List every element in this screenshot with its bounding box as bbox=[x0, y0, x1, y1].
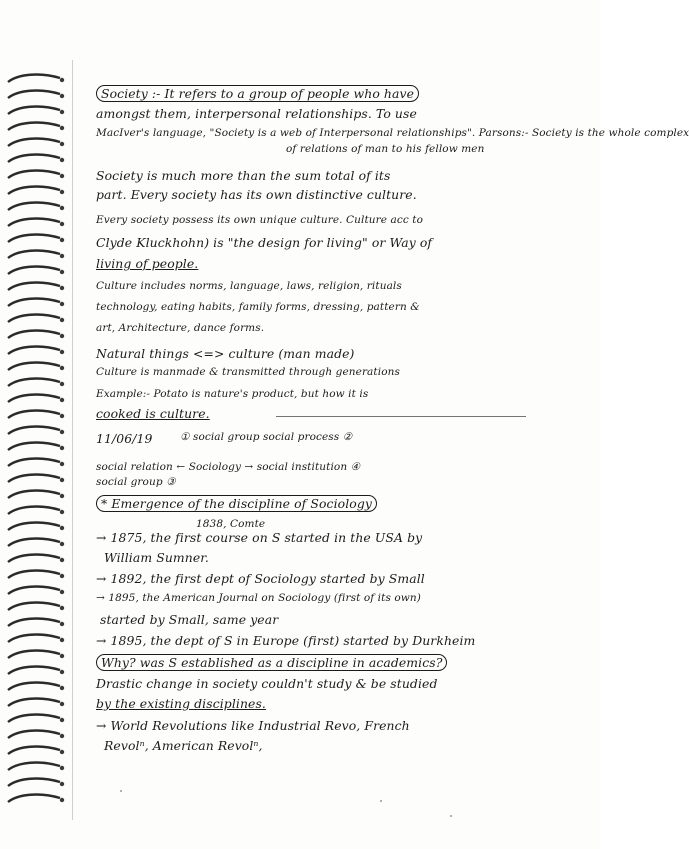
spiral-hole bbox=[60, 382, 64, 386]
spiral-hole bbox=[60, 542, 64, 546]
spiral-ring bbox=[8, 651, 60, 658]
spiral-ring bbox=[8, 107, 60, 114]
spiral-ring bbox=[8, 683, 60, 690]
note-line: → World Revolutions like Industrial Revo, French bbox=[96, 718, 410, 733]
spiral-ring bbox=[8, 123, 60, 130]
spiral-hole bbox=[60, 286, 64, 290]
page-speck bbox=[380, 800, 382, 802]
spiral-hole bbox=[60, 206, 64, 210]
note-line: ① social group social process ② bbox=[180, 431, 353, 443]
spiral-ring bbox=[8, 571, 60, 578]
note-line: Example:- Potato is nature's product, but how it is bbox=[96, 388, 369, 400]
spiral-hole bbox=[60, 366, 64, 370]
spiral-ring bbox=[8, 715, 60, 722]
note-date: 11/06/19 bbox=[96, 431, 153, 446]
spiral-ring bbox=[8, 427, 60, 434]
spiral-ring bbox=[8, 187, 60, 194]
note-line bbox=[96, 655, 447, 670]
spiral-hole bbox=[60, 574, 64, 578]
spiral-hole bbox=[60, 734, 64, 738]
spiral-ring bbox=[8, 379, 60, 386]
spiral-ring bbox=[8, 235, 60, 242]
note-line: technology, eating habits, family forms, dressing, pattern & bbox=[96, 301, 420, 313]
note-line: → 1895, the dept of S in Europe (first) started by Durkheim bbox=[96, 633, 476, 648]
spiral-ring bbox=[8, 619, 60, 626]
spiral-hole bbox=[60, 238, 64, 242]
spiral-ring bbox=[8, 331, 60, 338]
note-line: amongst them, interpersonal relationships. To use bbox=[96, 106, 417, 121]
spiral-hole bbox=[60, 686, 64, 690]
spiral-hole bbox=[60, 782, 64, 786]
spiral-ring bbox=[8, 91, 60, 98]
spiral-hole bbox=[60, 174, 64, 178]
note-line-text: * Emergence of the discipline of Sociology bbox=[96, 495, 377, 512]
spiral-ring bbox=[8, 299, 60, 306]
spiral-hole bbox=[60, 190, 64, 194]
spiral-ring bbox=[8, 603, 60, 610]
spiral-hole bbox=[60, 78, 64, 82]
note-line: Culture includes norms, language, laws, religion, rituals bbox=[96, 280, 402, 292]
note-line: social relation ← Sociology → social institution ④ bbox=[96, 461, 361, 473]
spiral-hole bbox=[60, 430, 64, 434]
note-line: Clyde Kluckhohn) is "the design for living" or Way of bbox=[96, 235, 433, 250]
spiral-ring bbox=[8, 443, 60, 450]
spiral-ring bbox=[8, 155, 60, 162]
note-line: part. Every society has its own distinctive culture. bbox=[96, 187, 417, 202]
note-line: social group ③ bbox=[96, 476, 176, 488]
spiral-hole bbox=[60, 126, 64, 130]
page-speck bbox=[120, 790, 122, 792]
spiral-ring bbox=[8, 795, 60, 802]
spiral-hole bbox=[60, 510, 64, 514]
spiral-ring bbox=[8, 523, 60, 530]
note-line: cooked is culture. bbox=[96, 406, 210, 421]
spiral-ring bbox=[8, 411, 60, 418]
note-line: art, Architecture, dance forms. bbox=[96, 322, 265, 334]
spiral-hole bbox=[60, 446, 64, 450]
spiral-ring bbox=[8, 699, 60, 706]
spiral-hole bbox=[60, 750, 64, 754]
note-line: of relations of man to his fellow men bbox=[286, 143, 485, 155]
spiral-ring bbox=[8, 667, 60, 674]
spiral-hole bbox=[60, 670, 64, 674]
spiral-ring bbox=[8, 363, 60, 370]
spiral-hole bbox=[60, 718, 64, 722]
spiral-hole bbox=[60, 798, 64, 802]
note-line: Society is much more than the sum total of its bbox=[96, 168, 391, 183]
spiral-hole bbox=[60, 558, 64, 562]
spiral-hole bbox=[60, 270, 64, 274]
note-line-text: Why? was S established as a discipline in academics? bbox=[96, 654, 447, 671]
page-speck bbox=[450, 815, 452, 817]
spiral-ring bbox=[8, 267, 60, 274]
spiral-binding-icon bbox=[4, 70, 68, 810]
spiral-ring bbox=[8, 75, 60, 82]
spiral-hole bbox=[60, 766, 64, 770]
spiral-hole bbox=[60, 254, 64, 258]
spiral-ring bbox=[8, 315, 60, 322]
note-line: Revolⁿ, American Revolⁿ, bbox=[104, 738, 263, 753]
note-line: Natural things <=> culture (man made) bbox=[96, 346, 355, 361]
spiral-ring bbox=[8, 139, 60, 146]
spiral-ring bbox=[8, 555, 60, 562]
spiral-ring bbox=[8, 347, 60, 354]
spiral-ring bbox=[8, 779, 60, 786]
spiral-ring bbox=[8, 203, 60, 210]
spiral-hole bbox=[60, 142, 64, 146]
spiral-hole bbox=[60, 654, 64, 658]
divider bbox=[276, 416, 526, 417]
spiral-ring bbox=[8, 219, 60, 226]
note-line: William Sumner. bbox=[104, 550, 209, 565]
spiral-ring bbox=[8, 507, 60, 514]
margin-line bbox=[72, 60, 73, 820]
spiral-ring bbox=[8, 171, 60, 178]
spiral-hole bbox=[60, 590, 64, 594]
note-line: living of people. bbox=[96, 256, 199, 271]
note-line: Drastic change in society couldn't study & be studied bbox=[96, 676, 438, 691]
note-line: Culture is manmade & transmitted through generations bbox=[96, 366, 400, 378]
spiral-hole bbox=[60, 526, 64, 530]
spiral-hole bbox=[60, 94, 64, 98]
spiral-ring bbox=[8, 251, 60, 258]
spiral-hole bbox=[60, 494, 64, 498]
spiral-hole bbox=[60, 158, 64, 162]
note-line-text: Society :- It refers to a group of people who have bbox=[96, 85, 419, 102]
note-line: by the existing disciplines. bbox=[96, 696, 266, 711]
note-line: MacIver's language, "Society is a web of Interpersonal relationships". Parsons:- Society is the whole complex bbox=[96, 127, 689, 139]
spiral-hole bbox=[60, 222, 64, 226]
spiral-hole bbox=[60, 606, 64, 610]
spiral-ring bbox=[8, 747, 60, 754]
note-line: Every society possess its own unique culture. Culture acc to bbox=[96, 214, 424, 226]
note-line: → 1892, the first dept of Sociology started by Small bbox=[96, 571, 425, 586]
spiral-ring bbox=[8, 491, 60, 498]
spiral-hole bbox=[60, 622, 64, 626]
spiral-ring bbox=[8, 763, 60, 770]
note-line: → 1895, the American Journal on Sociology (first of its own) bbox=[96, 592, 421, 604]
spiral-hole bbox=[60, 350, 64, 354]
spiral-hole bbox=[60, 702, 64, 706]
spiral-ring bbox=[8, 395, 60, 402]
spiral-hole bbox=[60, 334, 64, 338]
spiral-hole bbox=[60, 302, 64, 306]
spiral-hole bbox=[60, 318, 64, 322]
spiral-ring bbox=[8, 283, 60, 290]
spiral-hole bbox=[60, 478, 64, 482]
spiral-hole bbox=[60, 462, 64, 466]
spiral-ring bbox=[8, 539, 60, 546]
note-line: started by Small, same year bbox=[100, 612, 279, 627]
spiral-hole bbox=[60, 110, 64, 114]
note-line: → 1875, the first course on S started in the USA by bbox=[96, 530, 423, 545]
note-line: 1838, Comte bbox=[196, 518, 266, 530]
note-line bbox=[96, 86, 419, 101]
spiral-ring bbox=[8, 731, 60, 738]
spiral-hole bbox=[60, 414, 64, 418]
spiral-ring bbox=[8, 475, 60, 482]
spiral-ring bbox=[8, 587, 60, 594]
spiral-hole bbox=[60, 398, 64, 402]
note-heading bbox=[96, 496, 377, 511]
spiral-ring bbox=[8, 459, 60, 466]
spiral-hole bbox=[60, 638, 64, 642]
spiral-ring bbox=[8, 635, 60, 642]
